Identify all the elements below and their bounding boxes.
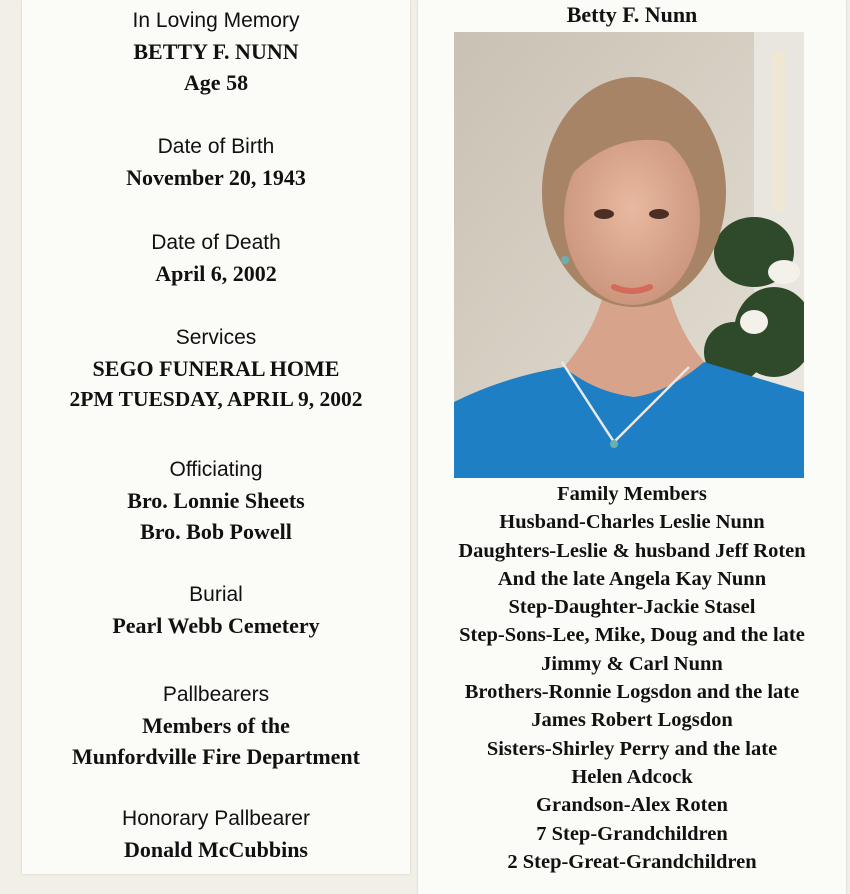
left-panel xyxy=(22,0,410,874)
pallbearers-line-2: Munfordville Fire Department xyxy=(72,744,360,769)
family-line: And the late Angela Kay Nunn xyxy=(497,567,767,590)
pallbearers-block xyxy=(22,680,410,772)
honorary-block xyxy=(22,804,410,865)
in-loving-memory: In Loving Memory xyxy=(132,9,300,32)
family-line: Brothers-Ronnie Logsdon and the late xyxy=(464,681,800,704)
family-line: Family Members xyxy=(557,483,707,505)
officiant-1: Bro. Lonnie Sheets xyxy=(127,488,305,513)
family-line: Helen Adcock xyxy=(571,765,693,788)
family-line: Sisters-Shirley Perry and the late xyxy=(486,737,778,760)
family-line: Daughters-Leslie & husband Jeff Roten xyxy=(458,539,806,562)
officiant-2: Bro. Bob Powell xyxy=(140,519,292,544)
family-members xyxy=(418,480,846,876)
dob-block xyxy=(22,132,410,193)
family-line: 2 Step-Great-Grandchildren xyxy=(507,850,757,873)
family-line: James Robert Logsdon xyxy=(531,709,733,732)
dod-block xyxy=(22,228,410,289)
services-time: 2PM TUESDAY, APRIL 9, 2002 xyxy=(69,387,363,411)
dob-label: Date of Birth xyxy=(157,135,275,158)
family-line: Step-Sons-Lee, Mike, Doug and the late xyxy=(459,624,805,647)
dod-value: April 6, 2002 xyxy=(155,261,277,286)
pallbearers-line-1: Members of the xyxy=(142,713,290,738)
portrait-illustration xyxy=(454,32,804,478)
burial-place: Pearl Webb Cemetery xyxy=(112,613,320,638)
family-line: 7 Step-Grandchildren xyxy=(536,822,728,845)
heading-block xyxy=(22,6,410,98)
right-panel xyxy=(418,0,846,894)
family-line: Grandson-Alex Roten xyxy=(536,794,728,817)
portrait-photo xyxy=(454,32,804,478)
family-line: Step-Daughter-Jackie Stasel xyxy=(508,596,756,619)
officiating-label: Officiating xyxy=(169,458,263,481)
burial-block xyxy=(22,580,410,641)
dod-label: Date of Death xyxy=(151,231,281,254)
burial-label: Burial xyxy=(189,583,243,606)
officiating-block xyxy=(22,455,410,547)
family-line: Husband-Charles Leslie Nunn xyxy=(499,511,765,534)
deceased-name: BETTY F. NUNN xyxy=(133,39,299,64)
family-line: Jimmy & Carl Nunn xyxy=(541,652,723,675)
services-place: SEGO FUNERAL HOME xyxy=(92,356,340,381)
pallbearers-label: Pallbearers xyxy=(162,683,270,706)
honorary-label: Honorary Pallbearer xyxy=(122,807,310,830)
services-label: Services xyxy=(175,326,257,349)
services-block xyxy=(22,323,410,415)
dob-value: November 20, 1943 xyxy=(126,165,306,190)
honorary-name: Donald McCubbins xyxy=(123,837,308,862)
age: Age 58 xyxy=(183,70,249,95)
portrait-title: Betty F. Nunn xyxy=(566,2,698,27)
